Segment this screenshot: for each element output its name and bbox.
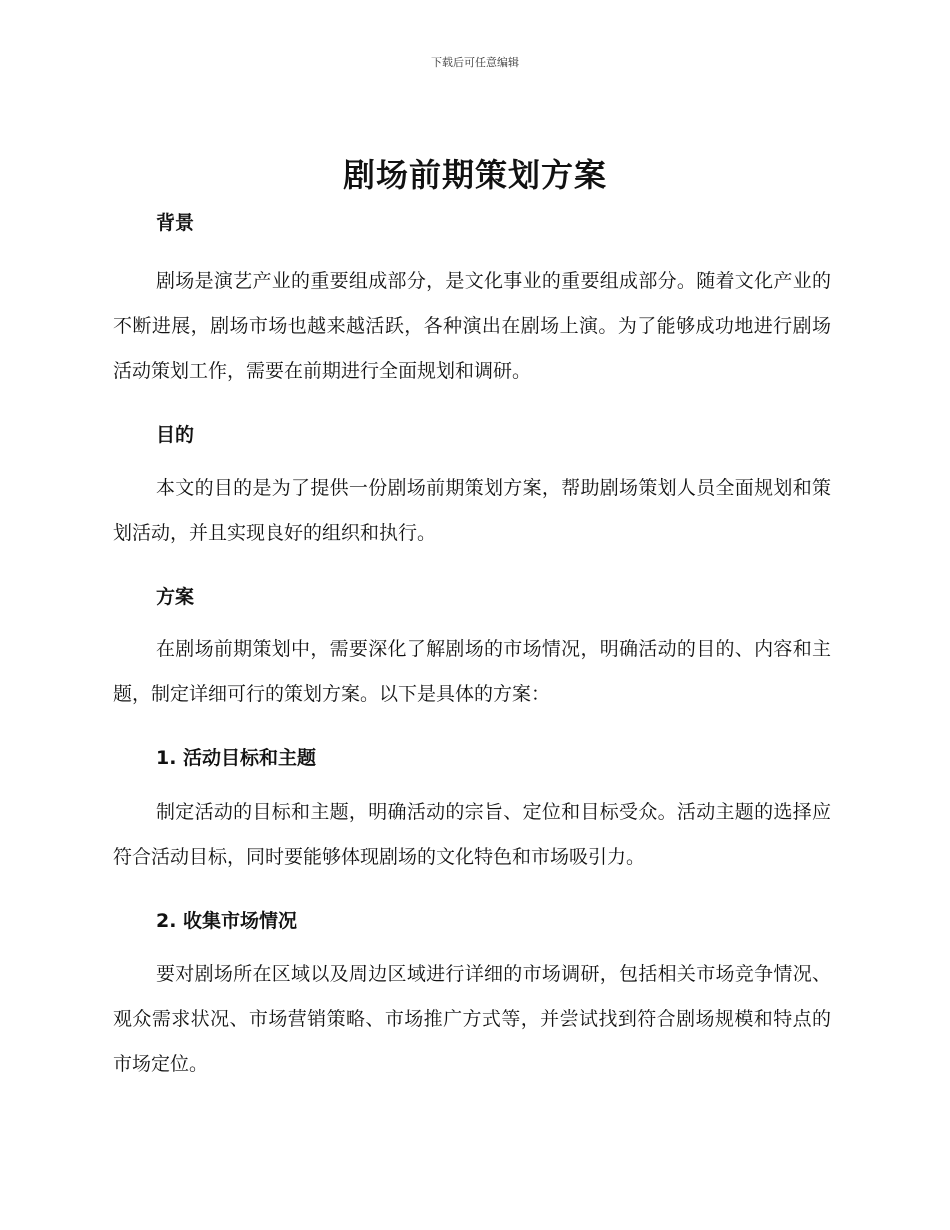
section-paragraph-purpose: 本文的目的是为了提供一份剧场前期策划方案，帮助剧场策划人员全面规划和策划活动，并且实现良好的组织和执行。: [113, 477, 831, 544]
document-title: 剧场前期策划方案: [342, 156, 607, 194]
section-heading-step-1: 1. 活动目标和主题: [156, 747, 317, 769]
section-heading-plan: 方案: [156, 586, 195, 608]
section-paragraph-background: 剧场是演艺产业的重要组成部分，是文化事业的重要组成部分。随着文化产业的不断进展，剧场市场也越来越活跃，各种演出在剧场上演。为了能够成功地进行剧场活动策划工作，需要在前期进行全面规划和调研。: [113, 270, 831, 382]
document-body: [113, 206, 831, 1087]
section-paragraph-plan: 在剧场前期策划中，需要深化了解剧场的市场情况，明确活动的目的、内容和主题，制定详细可行的策划方案。以下是具体的方案：: [113, 638, 831, 705]
section-heading-step-2: 2. 收集市场情况: [156, 910, 298, 932]
section-paragraph-step-2: 要对剧场所在区域以及周边区域进行详细的市场调研，包括相关市场竞争情况、观众需求状况、市场营销策略、市场推广方式等，并尝试找到符合剧场规模和特点的市场定位。: [113, 963, 831, 1075]
section-heading-background: 背景: [156, 212, 195, 234]
section-paragraph-step-1: 制定活动的目标和主题，明确活动的宗旨、定位和目标受众。活动主题的选择应符合活动目标，同时要能够体现剧场的文化特色和市场吸引力。: [113, 801, 831, 868]
section-heading-purpose: 目的: [156, 424, 195, 446]
header-note: 下载后可任意编辑: [431, 56, 519, 69]
